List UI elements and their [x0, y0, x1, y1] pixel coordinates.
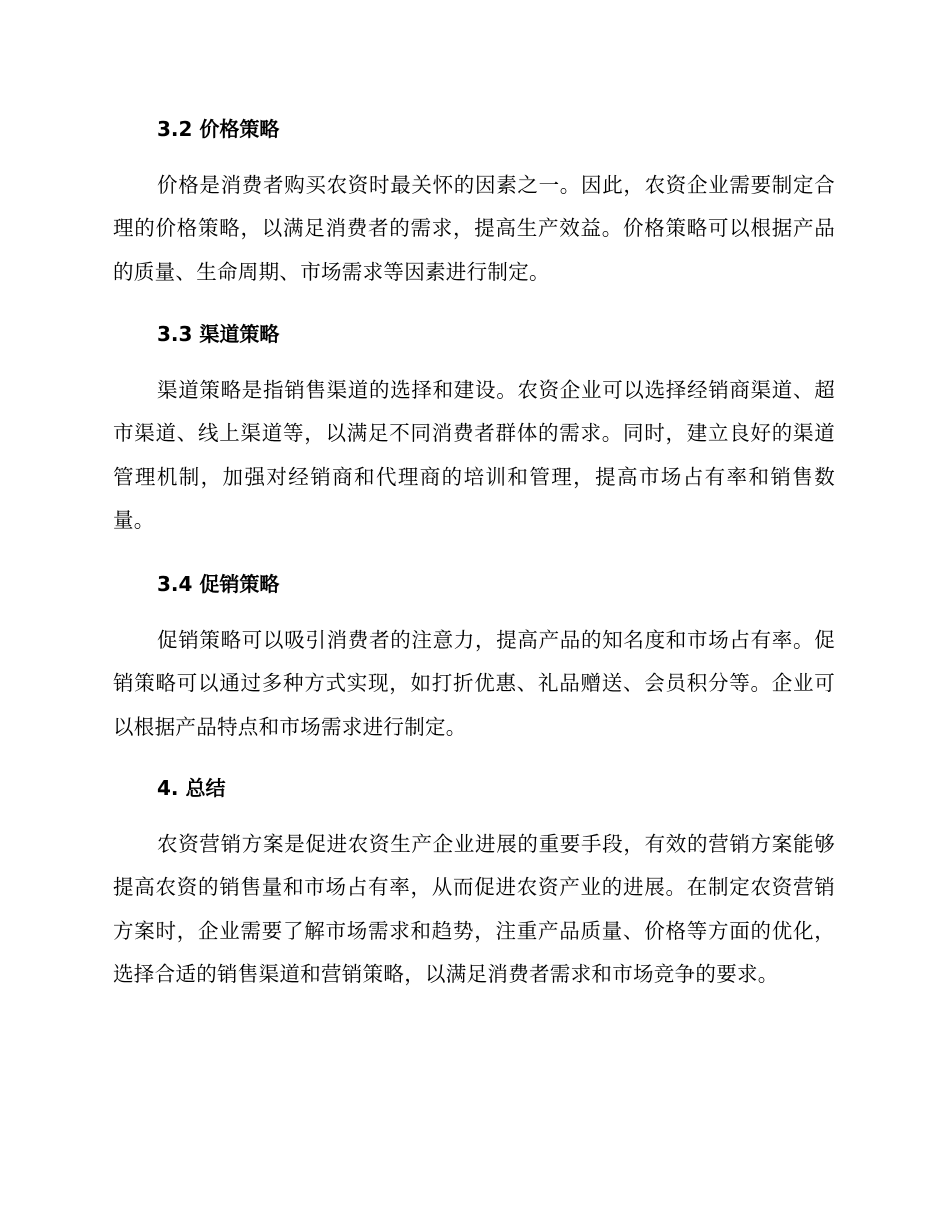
section-body-promotion-strategy: 促销策略可以吸引消费者的注意力，提高产品的知名度和市场占有率。促销策略可以通过多种方式实现，如打折优惠、礼品赠送、会员积分等。企业可以根据产品特点和市场需求进行制定。: [113, 628, 835, 739]
section-body-channel-strategy: 渠道策略是指销售渠道的选择和建设。农资企业可以选择经销商渠道、超市渠道、线上渠道等，以满足不同消费者群体的需求。同时，建立良好的渠道管理机制，加强对经销商和代理商的培训和管理，提高市场占有率和销售数量。: [113, 378, 835, 533]
section-heading-price-strategy: 3.2 价格策略: [157, 117, 280, 141]
section-body-price-strategy: 价格是消费者购买农资时最关怀的因素之一。因此，农资企业需要制定合理的价格策略，以满足消费者的需求，提高生产效益。价格策略可以根据产品的质量、生命周期、市场需求等因素进行制定。: [113, 173, 835, 284]
section-heading-channel-strategy: 3.3 渠道策略: [157, 322, 280, 346]
section-heading-summary: 4. 总结: [157, 776, 226, 800]
section-body-summary: 农资营销方案是促进农资生产企业进展的重要手段，有效的营销方案能够提高农资的销售量和市场占有率，从而促进农资产业的进展。在制定农资营销方案时，企业需要了解市场需求和趋势，注重产品质量、价格等方面的优化，选择合适的销售渠道和营销策略，以满足消费者需求和市场竞争的要求。: [113, 832, 835, 987]
section-heading-promotion-strategy: 3.4 促销策略: [157, 572, 280, 596]
